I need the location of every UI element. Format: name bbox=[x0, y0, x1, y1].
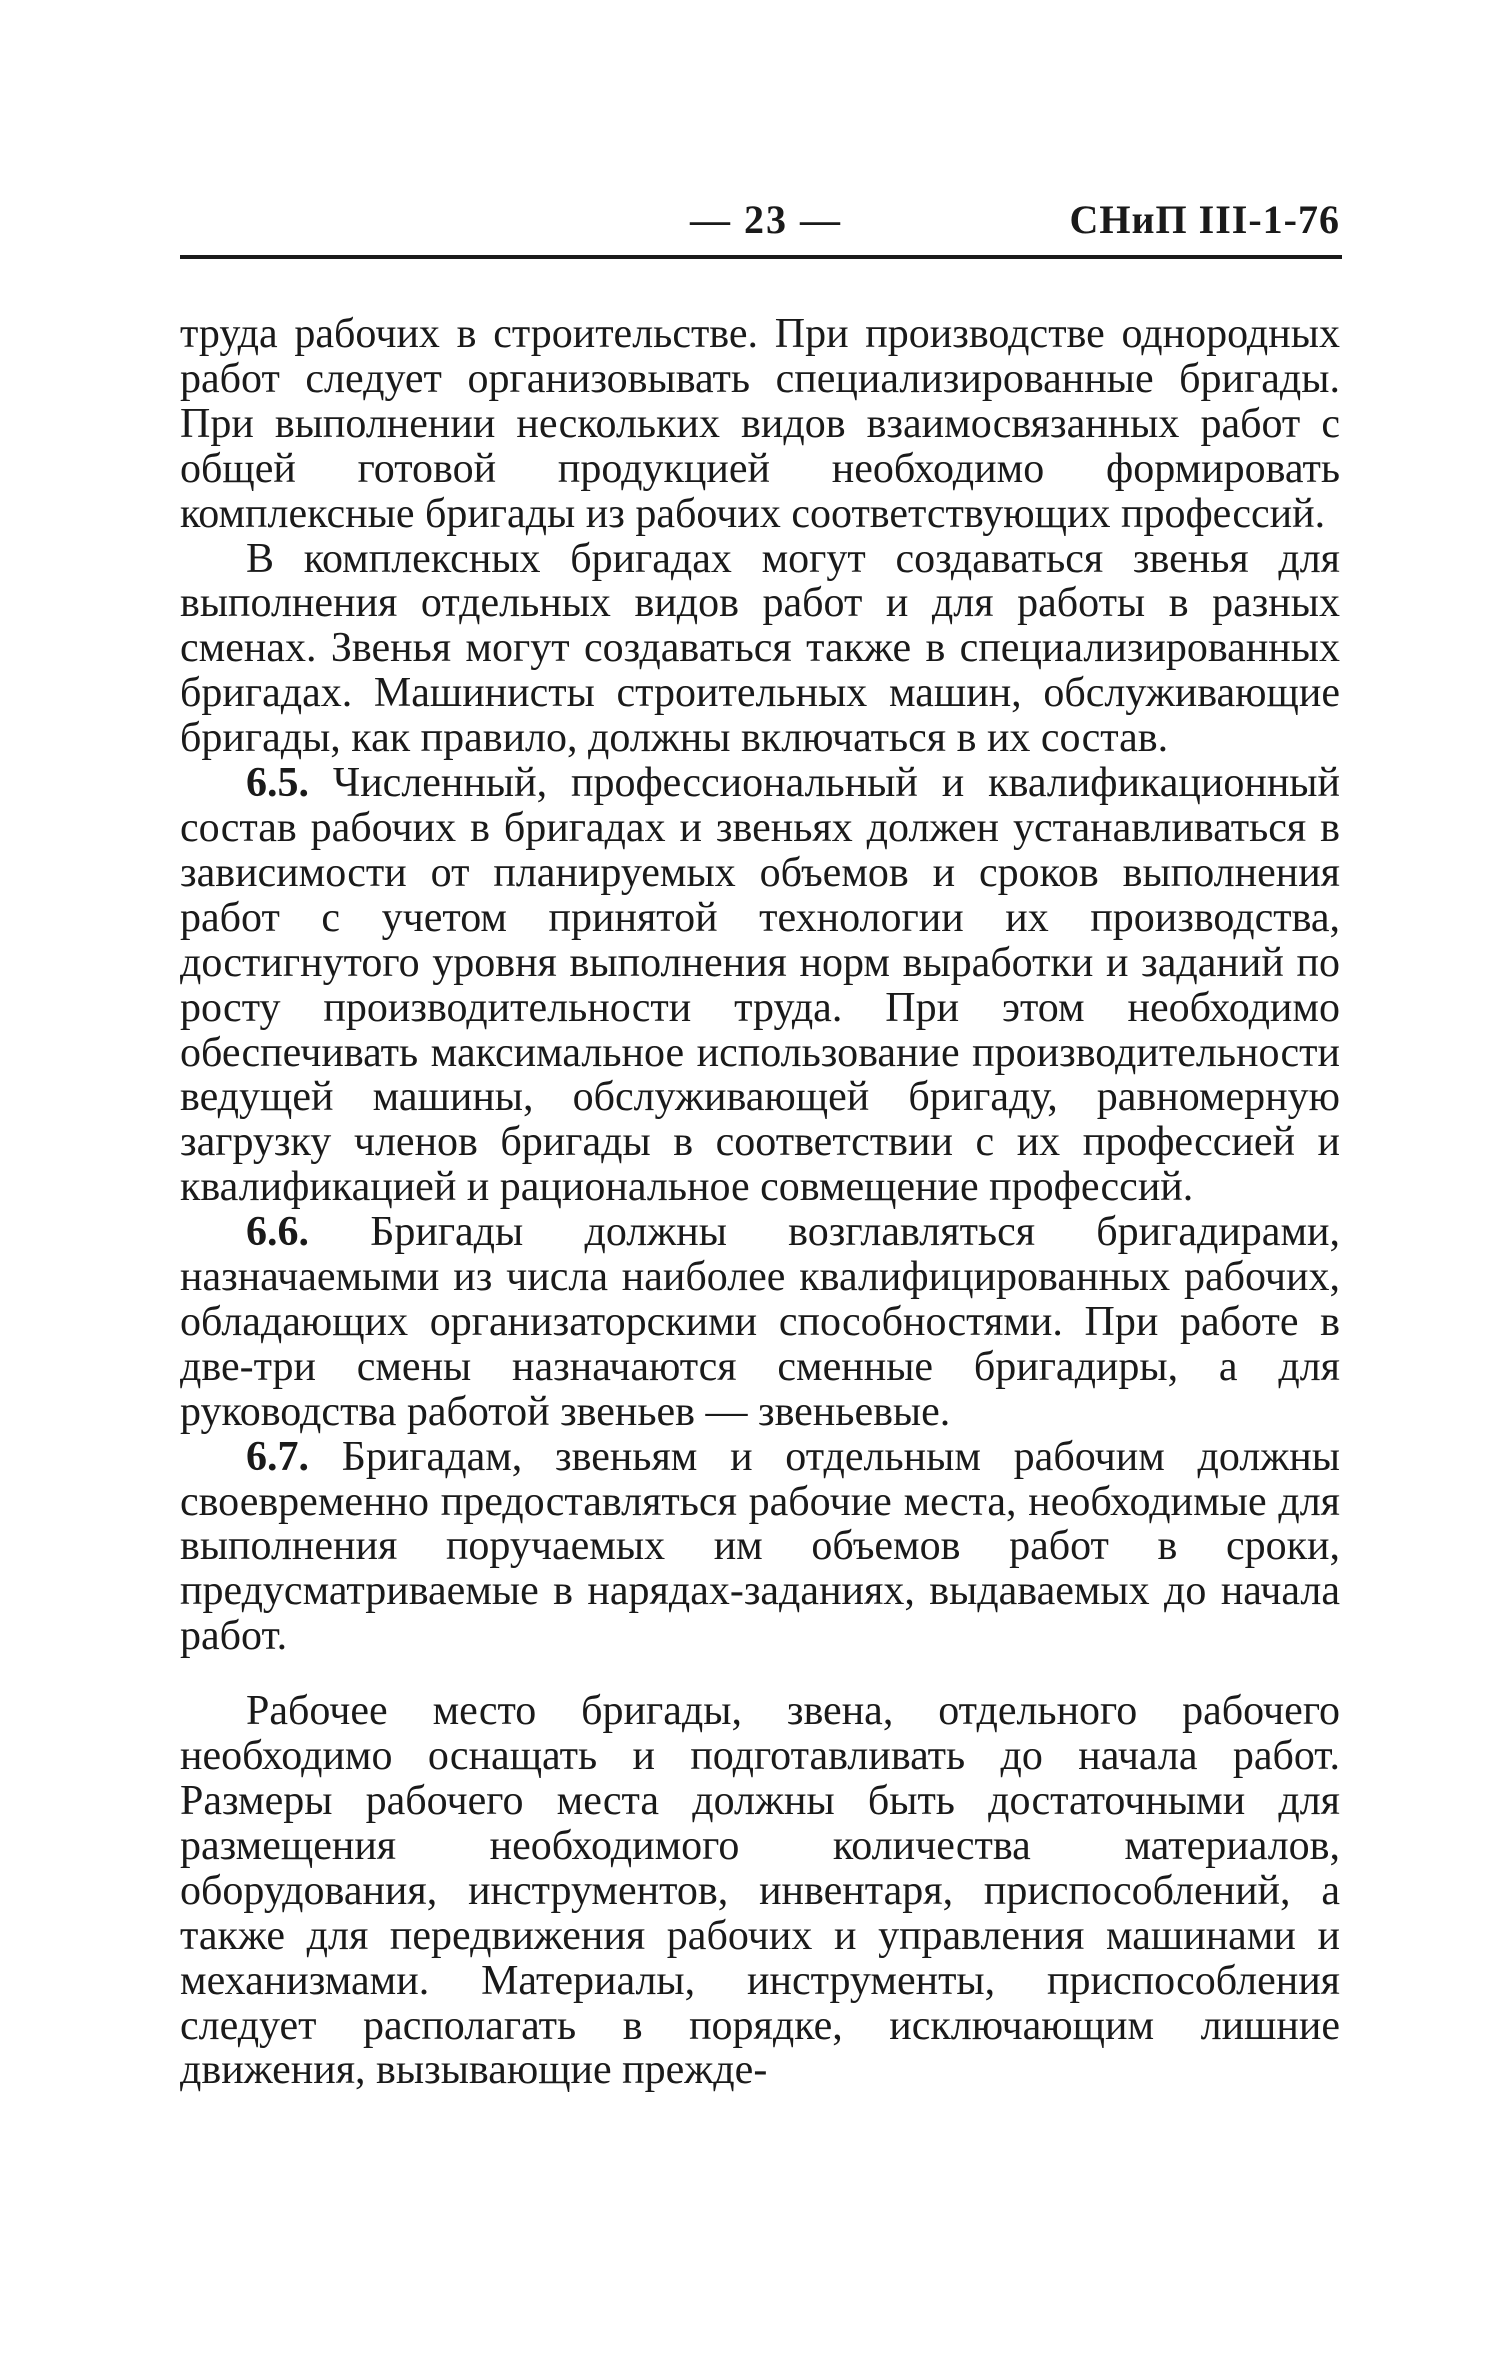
paragraph-text: В комплексных бригадах могут создаваться звенья для выполнения отдельных видов работ и для работы в разных сменах. Звенья могут создаваться также в специализированных бригадах. Машинисты строительных машин, обслуживающие бригады, как правило, должны включаться в их состав. bbox=[180, 535, 1340, 762]
clause-text: Численный, профессиональный и квалификационный состав рабочих в бригадах и звеньях должен устанавливаться в зависимости от планируемых объемов и сроков выполнения работ с учетом принятой технологии их производства, достигнутого уровня выполнения норм выработки и заданий по росту производительности труда. При этом необходимо обеспечивать максимальное использование производительности ведущей машины, обслуживающей бригаду, равномерную загрузку членов бригады в соответствии с их профессией и квалификацией и рациональное совмещение профессий. bbox=[180, 760, 1340, 1211]
header-rule bbox=[180, 255, 1342, 259]
clause-text: Бригадам, звеньям и отдельным рабочим должны своевременно предоставляться рабочие места, необходимые для выполнения поручаемых им объемов работ в сроки, предусматриваемые в нарядах-заданиях, выдаваемых до начала работ. bbox=[180, 1433, 1340, 1660]
clause-number: 6.6. bbox=[246, 1209, 309, 1256]
page-header bbox=[180, 196, 1340, 256]
clause-number: 6.5. bbox=[246, 760, 309, 807]
clause-6-7 bbox=[180, 1435, 1340, 1660]
clause-text: Бригады должны возглавляться бригадирами, назначаемыми из числа наиболее квалифицированных рабочих, обладающих организаторскими способностями. При работе в две-три смены назначаются сменные бригадиры, а для руководства работой звеньев — звеньевые. bbox=[180, 1209, 1340, 1435]
paragraph-continuation bbox=[180, 312, 1340, 537]
clause-6-5 bbox=[180, 761, 1340, 1210]
paragraph-workplace bbox=[180, 1689, 1340, 2093]
clause-number: 6.7. bbox=[246, 1433, 309, 1480]
paragraph-text: труда рабочих в строительстве. При производстве однородных работ следует организовывать специализированные бригады. При выполнении нескольких видов взаимосвязанных работ с общей готовой продукцией необходимо формировать комплексные бригады из рабочих соответствующих профессий. bbox=[180, 311, 1340, 537]
paragraph-brigade-units bbox=[180, 537, 1340, 762]
body-text bbox=[180, 312, 1340, 2093]
page-number: — 23 — bbox=[690, 197, 842, 242]
paragraph-text: Рабочее место бригады, звена, отдельного рабочего необходимо оснащать и подготавливать до начала работ. Размеры рабочего места должны быть достаточными для размещения необходимого количества материалов, оборудования, инструментов, инвентаря, приспособлений, а также для передвижения рабочих и управления машинами и механизмами. Материалы, инструменты, приспособления следует располагать в порядке, исключающим лишние движения, вызывающие прежде- bbox=[180, 1688, 1340, 2094]
clause-6-6 bbox=[180, 1210, 1340, 1435]
document-code: СНиП III-1-76 bbox=[1069, 197, 1340, 242]
